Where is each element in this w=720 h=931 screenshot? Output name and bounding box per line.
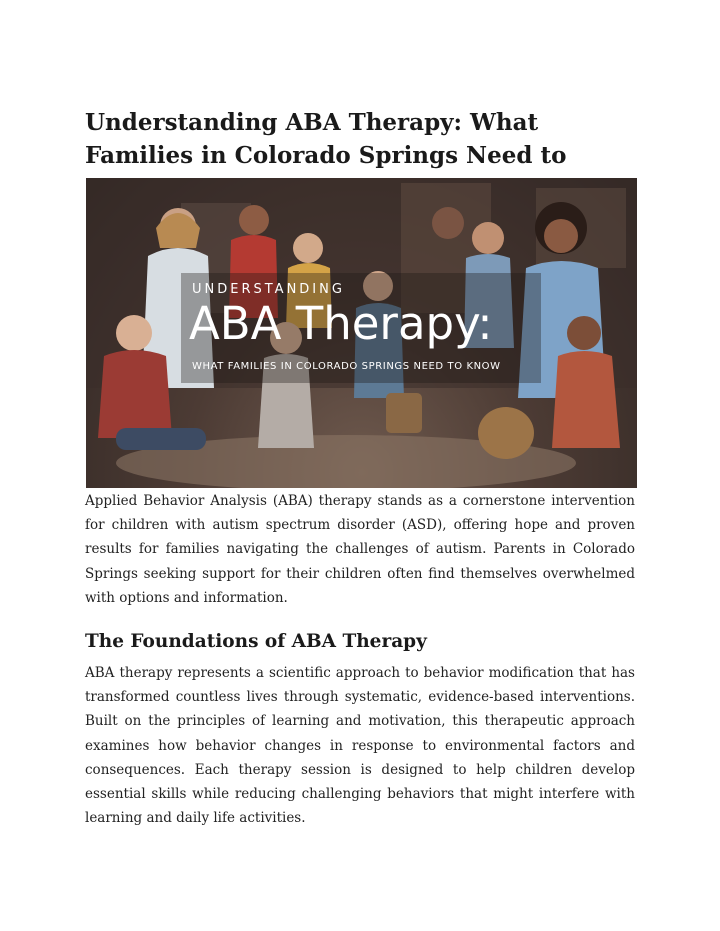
- page-title: Understanding ABA Therapy: What Families in Colorado Springs Need to: [85, 109, 567, 169]
- hero-overline: UNDERSTANDING: [192, 282, 345, 297]
- hero-image: [86, 178, 637, 488]
- intro-paragraph: Applied Behavior Analysis (ABA) therapy stands as a cornerstone intervention for children with autism spectrum disorder (ASD), offering hope and proven results for families navigating the challenges of autism. Parents in Colorado Springs seeking support for their children often find themselves overwhelmed with options and information.: [85, 493, 635, 606]
- section-heading: The Foundations of ABA Therapy: [85, 631, 427, 652]
- hero-text-overlay: [86, 178, 637, 488]
- hero-headline: ABA Therapy:: [189, 297, 493, 350]
- hero-subline: WHAT FAMILIES IN COLORADO SPRINGS NEED TO KNOW: [192, 361, 501, 372]
- section-paragraph: ABA therapy represents a scientific approach to behavior modification that has transformed countless lives through systematic, evidence-based interventions. Built on the principles of learning and motivation, this therapeutic approach examines how behavior changes in response to environmental factors and consequences. Each therapy session is designed to help children develop essential skills while reducing challenging behaviors that might interfere with learning and daily life activities.: [85, 665, 635, 827]
